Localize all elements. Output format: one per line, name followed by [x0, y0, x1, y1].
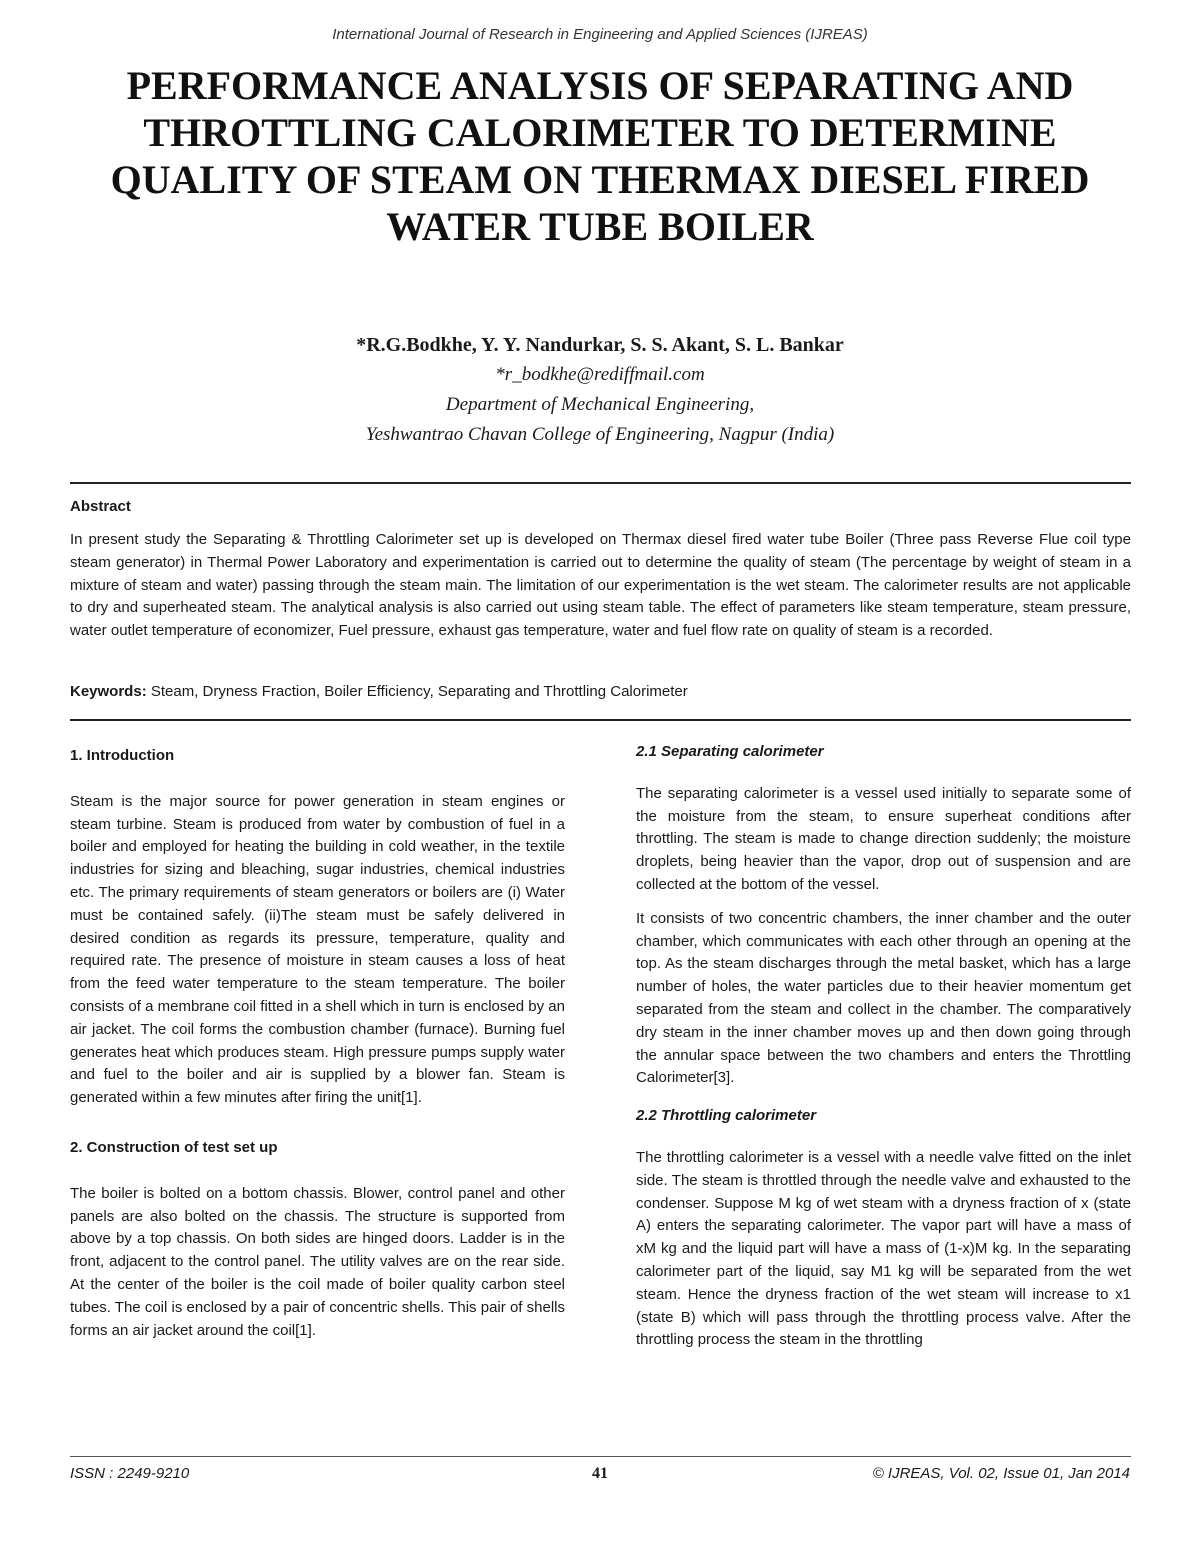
author-department: Department of Mechanical Engineering,: [445, 394, 755, 415]
paper-title: PERFORMANCE ANALYSIS OF SEPARATING AND THROTTLING CALORIMETER TO DETERMINE QUALITY OF STEAM ON THERMAX DIESEL FIRED WATER TUBE BOILER: [110, 63, 1090, 249]
abstract-heading: Abstract: [70, 498, 131, 515]
construction-paragraph: The boiler is bolted on a bottom chassis. Blower, control panel and other panels are also bolted on the chassis. The structure is supported from above by a top chassis. On both sides are hinged doors. Ladder is in the front, adjacent to the control panel. The utility valves are on the rear side. At the center of the boiler is the coil made of boiler quality carbon steel tubes. The coil is enclosed by a pair of concentric shells. This pair of shells forms an air jacket around the coil[1].: [70, 1184, 565, 1339]
intro-paragraph: Steam is the major source for power generation in steam engines or steam turbine. Steam is produced from water by combustion of fuel in a boiler and employed for heating the building in cold weather, in the textile industries for sizing and bleaching, sugar industries, chemical industries etc. The primary requirements of steam generators or boilers are (i) Water must be contained safely. (ii)The steam must be safely delivered in desired condition as regards its pressure, temperature, quality and required rate. The presence of moisture in steam causes a loss of heat from the feed water temperature to the steam temperature. The boiler consists of a membrane coil fitted in a shell which in turn is enclosed by an air jacket. The coil forms the combustion chamber (furnace). Burning fuel generates heat which produces steam. High pressure pumps supply water and fuel to the boiler and air is supplied by a blower fan. Steam is generated within a few minutes after firing the unit[1].: [70, 792, 565, 1107]
keywords-label: Keywords:: [70, 683, 147, 700]
throttling-calorimeter-heading: 2.2 Throttling calorimeter: [636, 1107, 817, 1125]
author-college: Yeshwantrao Chavan College of Engineering, Nagpur (India): [365, 424, 835, 445]
separating-calorimeter-heading: 2.1 Separating calorimeter: [636, 743, 824, 760]
throttling-paragraph: The throttling calorimeter is a vessel with a needle valve fitted on the inlet side. The steam is throttled through the needle valve and exhausted to the condenser. Suppose M kg of wet steam with a dryness fraction of x (state A) enters the separating calorimeter. The vapor part will have a mass of xM kg and the liquid part will have a mass of (1-x)M kg. In the separating calorimeter part of the liquid, say M1 kg will be separated from the wet steam. Hence the dryness fraction of the wet steam will increase to x1 (state B) which will pass through the throttling process valve. After the throttling process the steam in the throttling: [636, 1148, 1131, 1349]
abstract-top-divider: [70, 482, 1131, 484]
construction-heading: 2. Construction of test set up: [70, 1138, 278, 1156]
author-email[interactable]: *r_bodkhe@rediffmail.com: [495, 364, 705, 385]
keywords-list: Steam, Dryness Fraction, Boiler Efficiency, Separating and Throttling Calorimeter: [146, 683, 688, 700]
footer-issn: ISSN : 2249-9210: [70, 1465, 190, 1482]
footer-copyright: © IJREAS, Vol. 02, Issue 01, Jan 2014: [872, 1465, 1130, 1482]
journal-header: International Journal of Research in Engineering and Applied Sciences (IJREAS): [332, 26, 868, 43]
separating-paragraph-2: It consists of two concentric chambers, the inner chamber and the outer chamber, which communicates with each other through an opening at the top. As the steam discharges through the metal basket, which has a large number of holes, the water particles due to their heavier momentum get separated from the steam and collect in the chamber. The comparatively dry steam in the inner chamber moves up and then down going through the annular space between the two chambers and enters the Throttling Calorimeter[3].: [636, 909, 1131, 1087]
footer-divider: [70, 1456, 1131, 1457]
left-column: [70, 745, 565, 1342]
page-number: 41: [592, 1465, 608, 1482]
right-column: [636, 741, 1131, 1352]
intro-heading: 1. Introduction: [70, 747, 175, 764]
abstract-bottom-divider: [70, 719, 1131, 721]
separating-paragraph-1: The separating calorimeter is a vessel used initially to separate some of the moisture from the steam, to ensure superheat conditions after throttling. The steam is made to change direction suddenly; the moisture droplets, being heavier than the vapor, drop out of suspension and are collected at the bottom of the vessel.: [636, 784, 1131, 893]
paper-authors: *R.G.Bodkhe, Y. Y. Nandurkar, S. S. Akant, S. L. Bankar: [356, 334, 844, 356]
abstract-text: In present study the Separating & Throttling Calorimeter set up is developed on Thermax diesel fired water tube Boiler (Three pass Reverse Flue coil type steam generator) in Thermal Power Laboratory and experimentation is carried out to determine the quality of steam (The percentage by weight of steam in a mixture of steam and water) passing through the steam main. The limitation of our experimentation is the wet steam. The calorimeter results are not applicable to dry and superheated steam. The analytical analysis is also carried out using steam table. The effect of parameters like steam temperature, steam pressure, water outlet temperature of economizer, Fuel pressure, exhaust gas temperature, water and fuel flow rate on quality of steam is a recorded.: [70, 531, 1131, 640]
keywords-line: [70, 683, 1131, 700]
